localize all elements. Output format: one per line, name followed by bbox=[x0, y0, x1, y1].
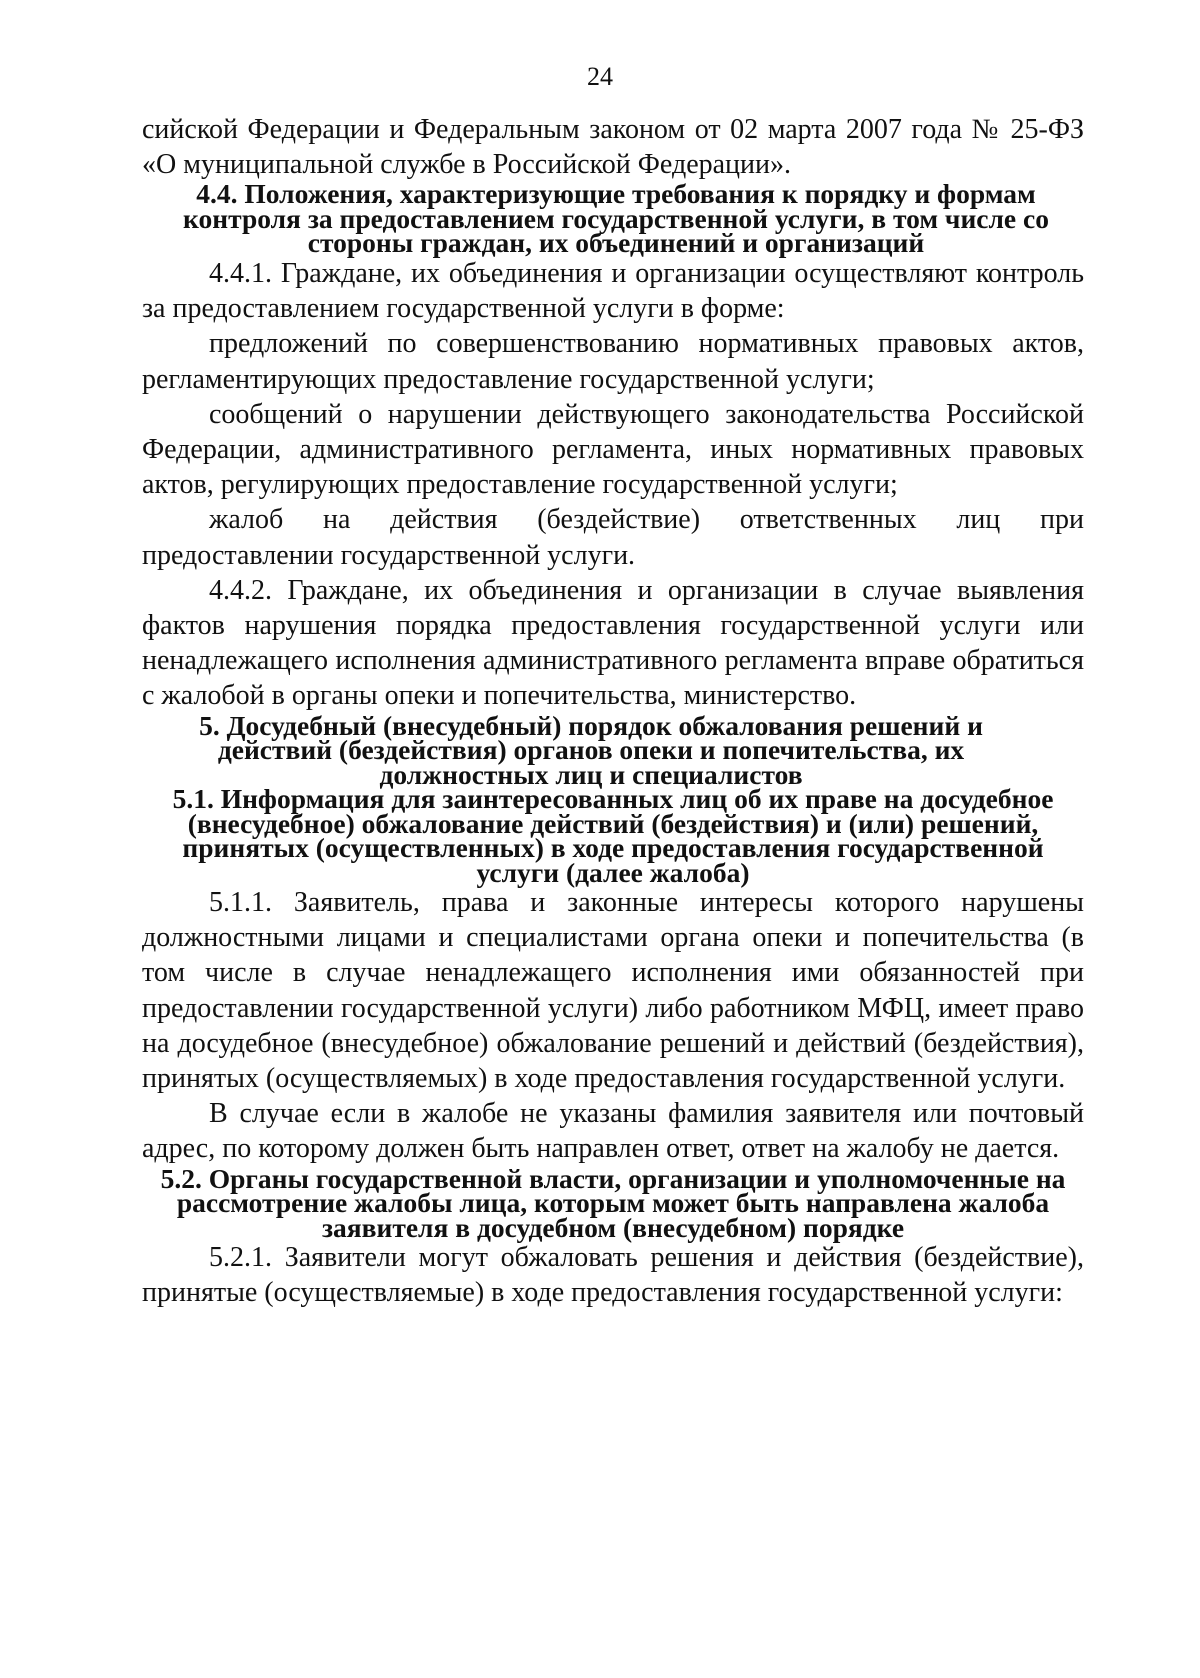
paragraph-4-4-2: 4.4.2. Граждане, их объединения и организации в случае выявления фактов нарушения порядка предоставления государственной услуги или ненадлежащего исполнения административного регламента вправе обратиться с жалобой в органы опеки и попечительства, министерство. bbox=[142, 574, 1084, 712]
paragraph-5-2-1: 5.2.1. Заявители могут обжаловать решения и действия (бездействие), принятые (осуществляемые) в ходе предоставления государственной услуги: bbox=[142, 1242, 1084, 1309]
page-number: 24 bbox=[587, 62, 613, 91]
paragraph-proposals: предложений по совершенствованию нормативных правовых актов, регламентирующих предоставление государственной услуги; bbox=[142, 328, 1084, 395]
paragraph-5-1-1: 5.1.1. Заявитель, права и законные интересы которого нарушены должностными лицами и специалистами органа опеки и попечительства (в том числе в случае ненадлежащего исполнения ими обязанностей при предоставлении государственной услуги) либо работником МФЦ, имеет право на досудебное (внесудебное) обжалование решений и действий (бездействия), принятых (осуществляемых) в ходе предоставления государственной услуги. bbox=[142, 887, 1084, 1095]
paragraph-reports: сообщений о нарушении действующего законодательства Российской Федерации, административного регламента, иных нормативных правовых актов, регулирующих предоставление государственной услуги; bbox=[142, 398, 1084, 501]
heading-4-4: 4.4. Положения, характеризующие требования к порядку и формам контроля за предоставлением государственной услуги, в том числе со стороны граждан, их объединений и организаций bbox=[183, 178, 1049, 259]
page-content bbox=[142, 112, 1084, 1311]
heading-5-1: 5.1. Информация для заинтересованных лиц об их праве на досудебное (внесудебное) обжалование действий (бездействия) и (или) решений, принятых (осуществленных) в ходе предоставления государственной услуги (далее жалоба) bbox=[172, 783, 1054, 888]
paragraph-4-4-1: 4.4.1. Граждане, их объединения и организации осуществляют контроль за предоставлением государственной услуги в форме: bbox=[142, 257, 1084, 325]
heading-5-2: 5.2. Органы государственной власти, организации и уполномоченные на рассмотрение жалобы лица, которым может быть направлена жалоба заявителя в досудебном (внесудебном) порядке bbox=[160, 1162, 1066, 1243]
heading-5: 5. Досудебный (внесудебный) порядок обжалования решений и действий (бездействия) органов опеки и попечительства, их должностных лиц и специалистов bbox=[199, 709, 983, 790]
paragraph-no-address: В случае если в жалобе не указаны фамилия заявителя или почтовый адрес, по которому должен быть направлен ответ, ответ на жалобу не дается. bbox=[142, 1098, 1084, 1165]
paragraph-continuation: сийской Федерации и Федеральным законом от 02 марта 2007 года № 25-ФЗ «О муниципальной службе в Российской Федерации». bbox=[142, 114, 1084, 181]
paragraph-complaints: жалоб на действия (бездействие) ответственных лиц при предоставлении государственной услуги. bbox=[142, 504, 1084, 571]
